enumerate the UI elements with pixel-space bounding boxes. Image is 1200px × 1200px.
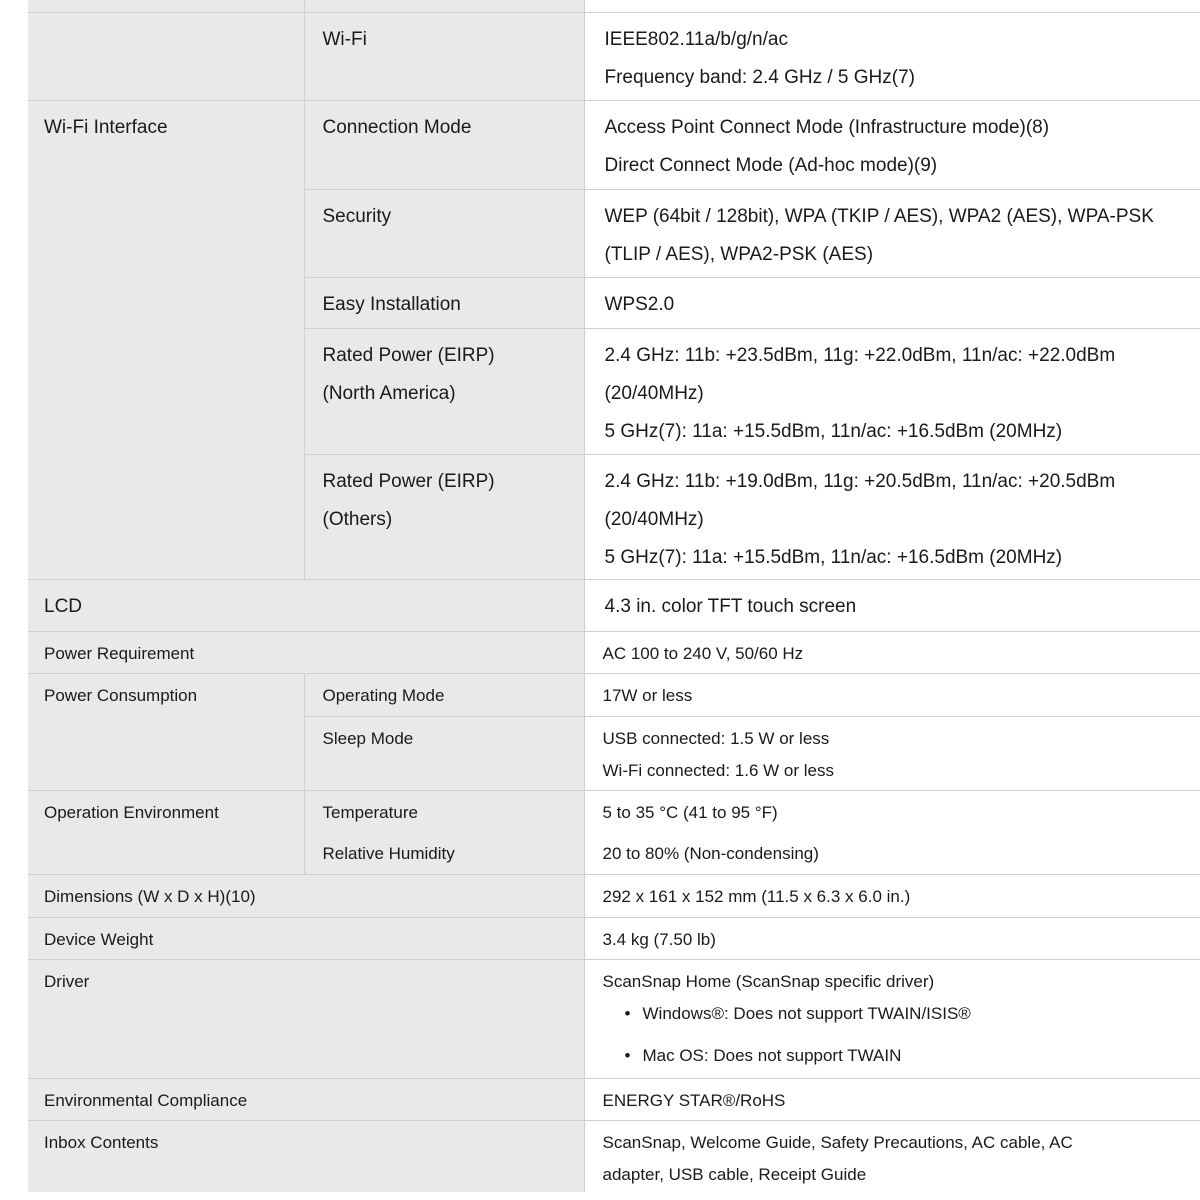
spec-group-cell <box>28 0 304 12</box>
spec-value-line: USB connected: 1.5 W or less <box>602 728 830 748</box>
spec-value-line: ScanSnap, Welcome Guide, Safety Precautions, AC cable, AC <box>602 1132 1073 1152</box>
spec-value-cell <box>584 790 1200 832</box>
spec-label: (Others) <box>322 508 393 530</box>
spec-value-line: Wi-Fi connected: 1.6 W or less <box>602 760 834 780</box>
spec-group-label: Operation Environment <box>44 802 219 822</box>
spec-value-cell <box>584 189 1200 277</box>
table-row-env-humidity <box>28 832 1200 874</box>
spec-value-line: (TLIP / AES), WPA2-PSK (AES) <box>604 243 874 265</box>
spec-label: Easy Installation <box>322 293 461 315</box>
spec-value-cell <box>584 454 1200 579</box>
spec-label-cell <box>304 0 584 12</box>
spec-label: Rated Power (EIRP) <box>322 344 495 366</box>
spec-label: Security <box>322 205 392 227</box>
table-row-inbox-contents <box>28 1120 1200 1192</box>
spec-value-cell <box>584 579 1200 631</box>
spec-value-line: 292 x 161 x 152 mm (11.5 x 6.3 x 6.0 in.) <box>602 886 911 906</box>
spec-value-cell <box>584 673 1200 716</box>
spec-value-line: (20/40MHz) <box>604 508 704 530</box>
table-row-environmental-compliance <box>28 1078 1200 1120</box>
spec-value-line: 4.3 in. color TFT touch screen <box>604 595 857 617</box>
spec-label: Driver <box>44 971 90 991</box>
spec-label: (North America) <box>322 382 456 404</box>
spec-group-cell <box>28 716 304 790</box>
table-row-rated-power-na <box>28 328 1200 454</box>
spec-label-cell <box>304 12 584 100</box>
spec-value-line: 5 GHz(7): 11a: +15.5dBm, 11n/ac: +16.5dBm (20MHz) <box>604 546 1063 568</box>
table-row-device-weight <box>28 917 1200 959</box>
table-row-easy-installation <box>28 277 1200 328</box>
spec-group-cell <box>28 328 304 454</box>
spec-label: Relative Humidity <box>322 844 455 863</box>
spec-value-line: 2.4 GHz: 11b: +23.5dBm, 11g: +22.0dBm, 11n/ac: +22.0dBm <box>604 344 1116 366</box>
spec-group-cell <box>28 790 304 832</box>
spec-label: Temperature <box>322 802 418 822</box>
table-row-power-requirement <box>28 631 1200 673</box>
spec-label: Connection Mode <box>322 116 472 138</box>
spec-table <box>28 0 1200 1192</box>
spec-label-cell <box>304 790 584 832</box>
spec-label: Sleep Mode <box>322 728 414 748</box>
spec-label-cell <box>28 631 584 673</box>
spec-label: Power Requirement <box>44 643 195 663</box>
spec-label: Device Weight <box>44 929 154 949</box>
spec-label-cell <box>28 579 584 631</box>
spec-value-line: Direct Connect Mode (Ad-hoc mode)(9) <box>604 154 938 176</box>
spec-value-line: Frequency band: 2.4 GHz / 5 GHz(7) <box>604 66 915 88</box>
spec-label-cell <box>304 328 584 454</box>
spec-value-cell <box>584 631 1200 673</box>
table-row-connection-mode <box>28 100 1200 189</box>
spec-label-cell <box>28 959 584 1078</box>
spec-value-line: 5 to 35 °C (41 to 95 °F) <box>602 802 778 822</box>
spec-value-line: 17W or less <box>602 685 693 705</box>
spec-value-line: (20/40MHz) <box>604 382 704 404</box>
spec-label: Dimensions (W x D x H)(10) <box>44 886 256 906</box>
spec-group-cell <box>28 189 304 277</box>
spec-label: Rated Power (EIRP) <box>322 470 495 492</box>
spec-bullet-item: • Mac OS: Does not support TWAIN <box>603 1040 1200 1072</box>
spec-value-line: AC 100 to 240 V, 50/60 Hz <box>602 643 804 663</box>
spec-value-cell <box>584 1120 1200 1192</box>
spec-value-cell <box>584 917 1200 959</box>
spec-group-label: Wi-Fi Interface <box>44 116 168 138</box>
spec-value-line: ENERGY STAR®/RoHS <box>602 1090 786 1110</box>
table-row-security <box>28 189 1200 277</box>
spec-value-line: WEP (64bit / 128bit), WPA (TKIP / AES), WPA2 (AES), WPA-PSK <box>604 205 1154 227</box>
spec-group-cell <box>28 454 304 579</box>
spec-group-cell <box>28 832 304 874</box>
spec-value-line: ScanSnap Home (ScanSnap specific driver) <box>602 971 935 991</box>
spec-label-cell <box>304 189 584 277</box>
spec-value-line: Access Point Connect Mode (Infrastructure mode)(8) <box>604 116 1050 138</box>
spec-value-line: 20 to 80% (Non-condensing) <box>602 844 819 863</box>
table-row-lcd <box>28 579 1200 631</box>
table-row-power-sleep <box>28 716 1200 790</box>
table-row-dimensions <box>28 874 1200 917</box>
spec-value-line: WPS2.0 <box>604 293 675 315</box>
table-row-rated-power-others <box>28 454 1200 579</box>
spec-value-cell <box>584 277 1200 328</box>
spec-value-cell <box>584 959 1200 1078</box>
spec-group-cell <box>28 673 304 716</box>
spec-label-cell <box>28 1120 584 1192</box>
spec-label: LCD <box>44 595 83 617</box>
spec-group-cell <box>28 277 304 328</box>
spec-value-cell <box>584 0 1200 12</box>
spec-group-cell <box>28 12 304 100</box>
table-row-wifi <box>28 12 1200 100</box>
spec-value-cell <box>584 12 1200 100</box>
table-row-env-temperature <box>28 790 1200 832</box>
spec-value-line: adapter, USB cable, Receipt Guide <box>602 1164 867 1184</box>
spec-value-cell <box>584 328 1200 454</box>
spec-label-cell <box>304 673 584 716</box>
spec-label-cell <box>304 832 584 874</box>
spec-value-line: 3.4 kg (7.50 lb) <box>602 929 716 949</box>
spec-label-cell <box>28 1078 584 1120</box>
spec-label: Inbox Contents <box>44 1132 159 1152</box>
spec-value-cell <box>584 716 1200 790</box>
spec-value-cell <box>584 832 1200 874</box>
table-row-driver <box>28 959 1200 1078</box>
spec-label-cell <box>304 716 584 790</box>
spec-value-line: IEEE802.11a/b/g/n/ac <box>604 28 788 50</box>
spec-label: Wi-Fi <box>322 28 367 50</box>
spec-label-cell <box>304 454 584 579</box>
spec-label-cell <box>304 277 584 328</box>
spec-bullet-item: • Windows®: Does not support TWAIN/ISIS® <box>603 998 1200 1030</box>
spec-group-label: Power Consumption <box>44 685 198 705</box>
spec-label: Operating Mode <box>322 685 445 705</box>
spec-value-cell <box>584 100 1200 189</box>
spec-group-cell <box>28 100 304 189</box>
spec-value-cell <box>584 874 1200 917</box>
spec-label-cell <box>28 874 584 917</box>
spec-value-line: 5 GHz(7): 11a: +15.5dBm, 11n/ac: +16.5dBm (20MHz) <box>604 420 1063 442</box>
table-row <box>28 0 1200 12</box>
spec-label: Environmental Compliance <box>44 1090 248 1110</box>
spec-label-cell <box>28 917 584 959</box>
spec-label-cell <box>304 100 584 189</box>
spec-value-line: 2.4 GHz: 11b: +19.0dBm, 11g: +20.5dBm, 11n/ac: +20.5dBm <box>604 470 1116 492</box>
spec-value-cell <box>584 1078 1200 1120</box>
table-row-power-operating <box>28 673 1200 716</box>
